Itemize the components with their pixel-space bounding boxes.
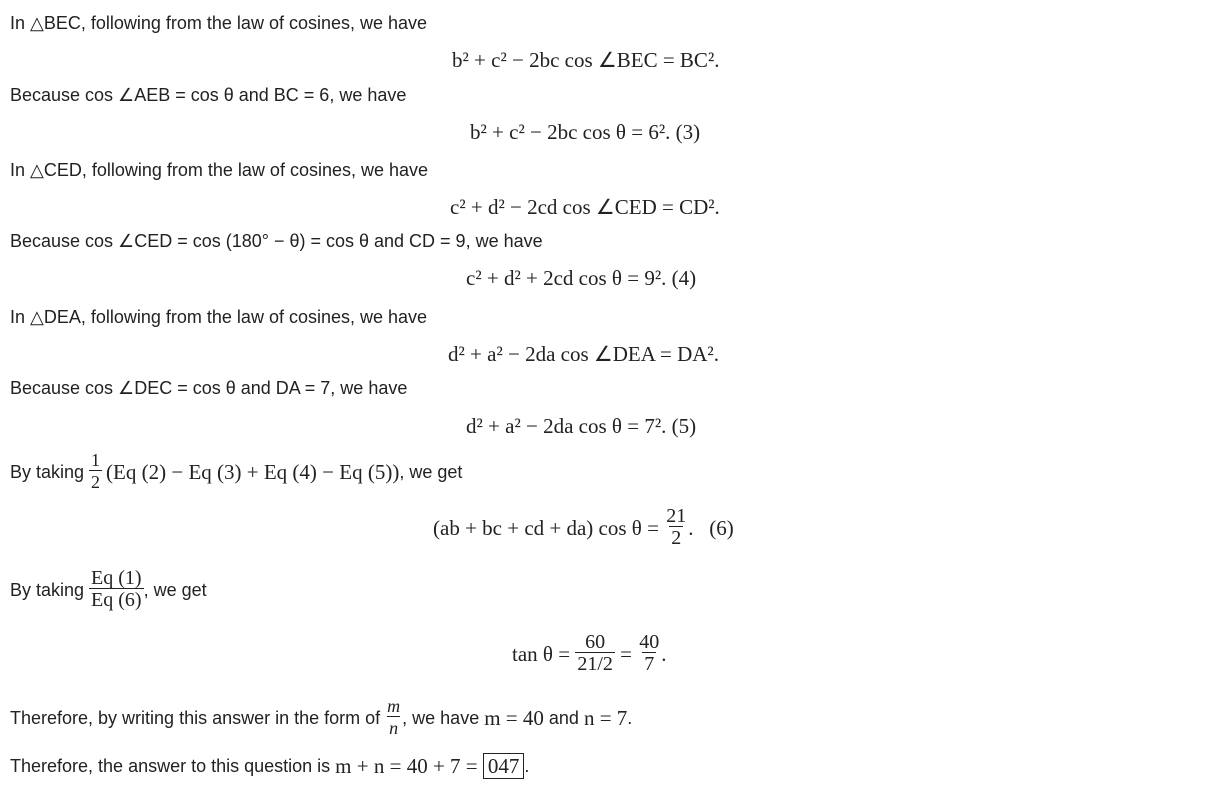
fraction-one-half	[89, 450, 102, 493]
fraction-numerator: 60	[585, 631, 606, 653]
fraction-21-over-2	[664, 506, 688, 549]
text-line-6: Because cos ∠DEC = cos θ and DA = 7, we have	[10, 378, 408, 398]
eq6-tail: . (6)	[688, 515, 734, 540]
fraction-denominator: 21/2	[577, 653, 613, 675]
text-line-take-ratio	[10, 568, 207, 611]
text-line-take-half	[10, 450, 462, 493]
equation-3: b² + c² − 2bc cos θ = 6². (3)	[470, 120, 701, 144]
answer-prefix: Therefore, the answer to this question is	[10, 756, 336, 776]
take2-prefix: By taking	[10, 579, 90, 600]
n-value: n = 7	[583, 705, 628, 730]
text-line-3: In △CED, following from the law of cosines, we have	[10, 160, 429, 180]
text-line-answer	[10, 753, 529, 779]
form-and: and	[543, 707, 584, 728]
equation-6	[433, 506, 734, 549]
text-line-4: Because cos ∠CED = cos (180° − θ) = cos θ and CD = 9, we have	[10, 231, 543, 251]
fraction-denominator: 2	[671, 527, 682, 549]
fraction-denominator: n	[389, 718, 399, 738]
equation-ced: c² + d² − 2cd cos ∠CED = CD².	[450, 195, 720, 219]
tan-tail: .	[661, 641, 667, 666]
equation-dea: d² + a² − 2da cos ∠DEA = DA².	[448, 342, 719, 366]
text-line-5: In △DEA, following from the law of cosines, we have	[10, 307, 428, 327]
eq6-lhs: (ab + bc + cd + da) cos θ =	[433, 515, 665, 540]
equation-4: c² + d² + 2cd cos θ = 9². (4)	[466, 266, 697, 290]
fraction-numerator: 40	[639, 631, 660, 653]
fraction-denominator: 2	[91, 472, 101, 492]
text-line-form	[10, 696, 632, 739]
answer-expression: m + n = 40 + 7 =	[335, 754, 483, 778]
fraction-numerator: 21	[666, 505, 687, 527]
text-line-2: Because cos ∠AEB = cos θ and BC = 6, we have	[10, 85, 407, 105]
form-prefix: Therefore, by writing this answer in the form of	[10, 707, 386, 728]
fraction-eq1-over-eq6	[89, 568, 144, 611]
fraction-40-over-7	[637, 632, 661, 675]
tan-equals: =	[614, 641, 638, 666]
text-line-1: In △BEC, following from the law of cosines, we have	[10, 13, 428, 33]
boxed-answer: 047	[483, 753, 525, 779]
fraction-numerator: Eq (1)	[91, 567, 142, 589]
equation-5: d² + a² − 2da cos θ = 7². (5)	[466, 414, 697, 438]
take2-suffix: , we get	[143, 579, 207, 600]
equation-combination: (Eq (2) − Eq (3) + Eq (4) − Eq (5))	[106, 459, 400, 484]
take-prefix: By taking	[10, 461, 90, 482]
form-end: .	[627, 707, 633, 728]
tan-lhs: tan θ =	[512, 641, 576, 666]
answer-end: .	[524, 756, 530, 776]
form-mid: , we have	[402, 707, 485, 728]
fraction-denominator: 7	[644, 653, 655, 675]
fraction-m-over-n	[385, 696, 402, 739]
fraction-numerator: 1	[91, 450, 101, 470]
m-value: m = 40	[484, 705, 544, 730]
fraction-numerator: m	[387, 696, 401, 716]
take-suffix: , we get	[399, 461, 463, 482]
equation-tan	[512, 632, 666, 675]
equation-bec: b² + c² − 2bc cos ∠BEC = BC².	[452, 48, 720, 72]
fraction-denominator: Eq (6)	[91, 589, 142, 611]
fraction-60-over-21-2	[575, 632, 615, 675]
